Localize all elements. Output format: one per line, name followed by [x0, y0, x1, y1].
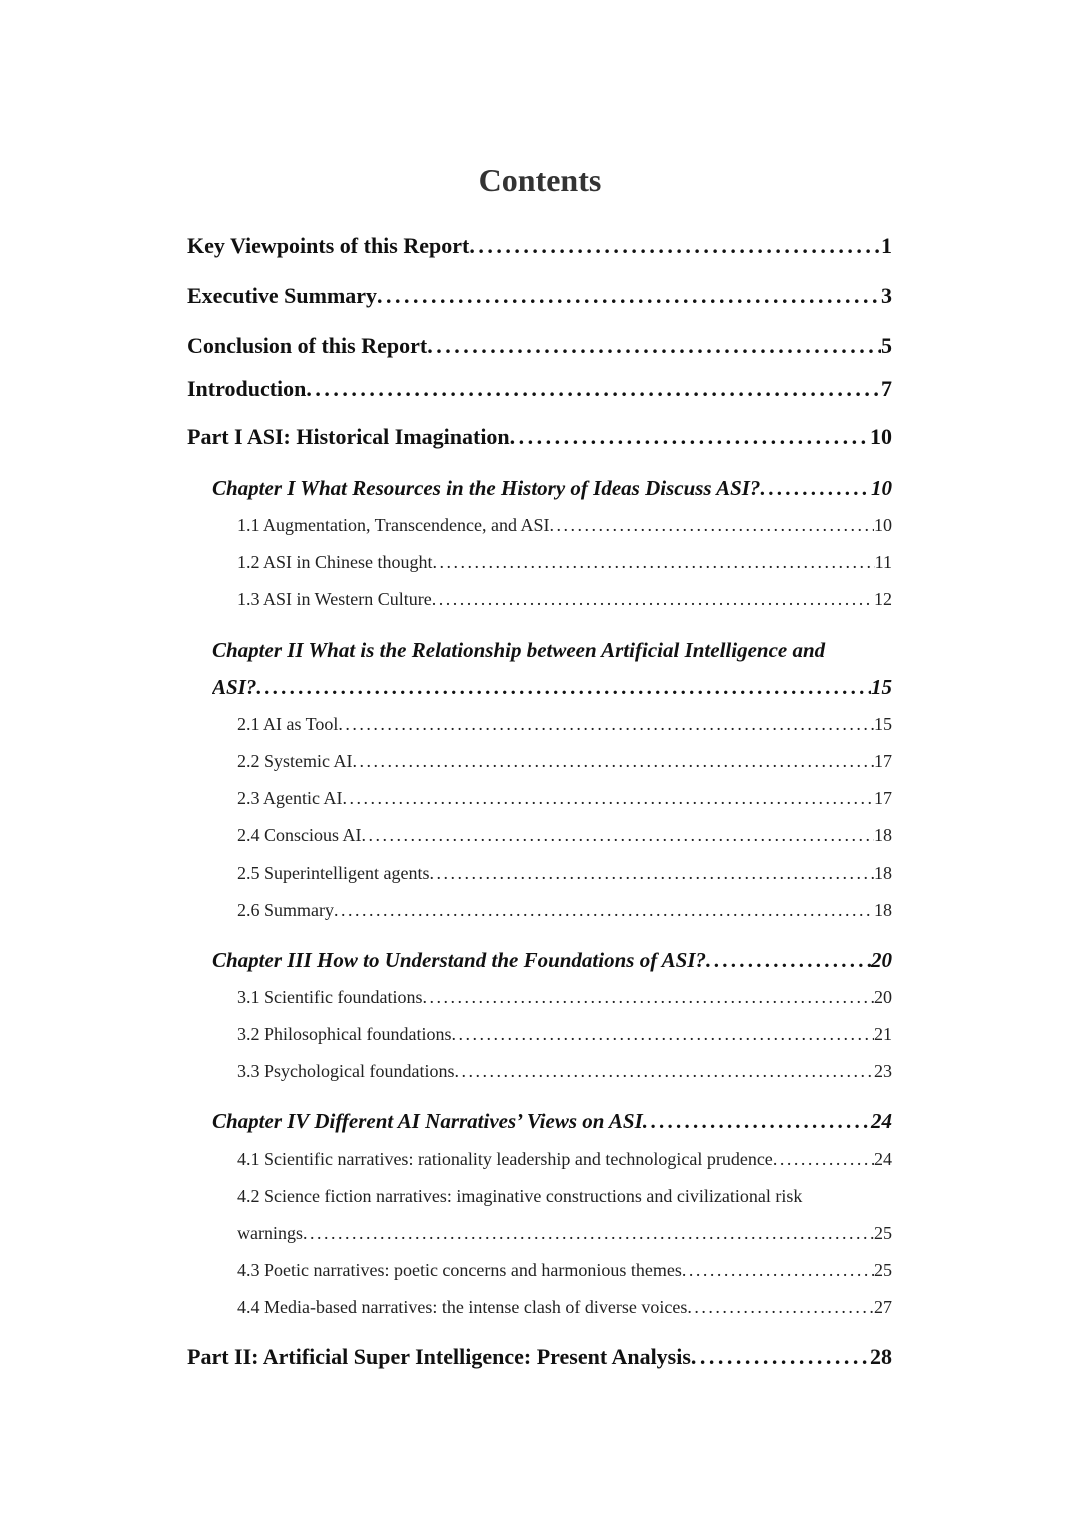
toc-entry-section-1-3[interactable] — [237, 589, 892, 610]
dot-leader — [433, 552, 875, 573]
toc-label: 4.4 Media-based narratives: the intense clash of diverse voices — [237, 1297, 688, 1317]
dot-leader — [687, 1297, 874, 1318]
dot-leader — [469, 233, 881, 259]
toc-label: ASI? — [212, 675, 257, 699]
toc-page-number: 3 — [881, 283, 892, 308]
toc-label: 2.2 Systemic AI — [237, 751, 353, 771]
dot-leader — [256, 675, 871, 700]
toc-entry-chapter-4[interactable] — [212, 1109, 892, 1134]
toc-page-number: 15 — [874, 714, 892, 734]
dot-leader — [760, 476, 871, 501]
dot-leader — [706, 948, 871, 973]
toc-page-number: 18 — [874, 863, 892, 883]
dot-leader — [338, 714, 874, 735]
toc-label: Conclusion of this Report — [187, 333, 428, 358]
toc-label: Part I ASI: Historical Imagination — [187, 424, 510, 449]
toc-entry-section-2-5[interactable] — [237, 863, 892, 884]
dot-leader — [422, 987, 874, 1008]
dot-leader — [303, 1223, 874, 1244]
toc-entry-executive-summary[interactable] — [187, 283, 892, 309]
toc-entry-chapter-1[interactable] — [212, 476, 892, 501]
toc-page-number: 17 — [874, 788, 892, 808]
dot-leader — [454, 1061, 874, 1082]
dot-leader — [427, 333, 881, 359]
toc-entry-introduction[interactable] — [187, 376, 892, 402]
toc-entry-section-4-2[interactable] — [237, 1223, 892, 1244]
dot-leader — [377, 283, 881, 309]
toc-label: 3.1 Scientific foundations — [237, 987, 423, 1007]
toc-label: warnings — [237, 1223, 303, 1243]
toc-entry-section-4-3[interactable] — [237, 1260, 892, 1281]
dot-leader — [452, 1024, 875, 1045]
toc-page-number: 5 — [881, 333, 892, 358]
toc-label: 2.6 Summary — [237, 900, 334, 920]
toc-label: Introduction — [187, 376, 307, 401]
toc-label: 3.3 Psychological foundations — [237, 1061, 455, 1081]
toc-entry-section-4-1[interactable] — [237, 1149, 892, 1170]
toc-page-number: 11 — [874, 552, 892, 572]
toc-page-number: 1 — [881, 233, 892, 258]
toc-label: 1.3 ASI in Western Culture — [237, 589, 432, 609]
toc-page-number: 25 — [874, 1223, 892, 1243]
toc-label: Part II: Artificial Super Intelligence: Present Analysis — [187, 1344, 691, 1369]
toc-entry-section-4-4[interactable] — [237, 1297, 892, 1318]
toc-page-number: 7 — [881, 376, 892, 401]
toc-label: 2.3 Agentic AI — [237, 788, 343, 808]
toc-label: Chapter I What Resources in the History of Ideas Discuss ASI? — [212, 476, 761, 500]
toc-page-number: 20 — [874, 987, 892, 1007]
dot-leader — [510, 424, 870, 450]
toc-page-number: 10 — [871, 476, 892, 500]
toc-entry-chapter-2[interactable] — [212, 675, 892, 700]
toc-label: 3.2 Philosophical foundations — [237, 1024, 452, 1044]
toc-page-number: 27 — [874, 1297, 892, 1317]
toc-page-number: 10 — [870, 424, 892, 449]
toc-page-number: 15 — [871, 675, 892, 699]
toc-page-number: 21 — [874, 1024, 892, 1044]
toc-label: Chapter III How to Understand the Foundations of ASI? — [212, 948, 707, 972]
toc-label: 1.1 Augmentation, Transcendence, and ASI — [237, 515, 550, 535]
dot-leader — [429, 863, 874, 884]
toc-page-number: 20 — [871, 948, 892, 972]
toc-label: Key Viewpoints of this Report — [187, 233, 470, 258]
toc-label: 2.1 AI as Tool — [237, 714, 339, 734]
toc-page-number: 17 — [874, 751, 892, 771]
dot-leader — [643, 1109, 871, 1134]
toc-entry-section-2-4[interactable] — [237, 825, 892, 846]
toc-label: 4.1 Scientific narratives: rationality leadership and technological prudence — [237, 1149, 773, 1169]
toc-page-number: 24 — [874, 1149, 892, 1169]
dot-leader — [773, 1149, 874, 1170]
toc-entry-section-2-1[interactable] — [237, 714, 892, 735]
toc-page-number: 24 — [871, 1109, 892, 1133]
toc-page-number: 12 — [874, 589, 892, 609]
toc-entry-section-3-1[interactable] — [237, 987, 892, 1008]
toc-page-number: 18 — [874, 900, 892, 920]
toc-page-number: 28 — [870, 1344, 892, 1369]
toc-entry-part-1[interactable] — [187, 424, 892, 450]
toc-entry-conclusion[interactable] — [187, 333, 892, 359]
toc-entry-section-2-6[interactable] — [237, 900, 892, 921]
dot-leader — [682, 1260, 874, 1281]
toc-entry-section-2-3[interactable] — [237, 788, 892, 809]
toc-page-number: 25 — [874, 1260, 892, 1280]
toc-entry-part-2[interactable] — [187, 1344, 892, 1370]
dot-leader — [691, 1344, 870, 1370]
toc-entry-chapter-3[interactable] — [212, 948, 892, 973]
toc-entry-section-3-2[interactable] — [237, 1024, 892, 1045]
toc-label: 1.2 ASI in Chinese thought — [237, 552, 433, 572]
dot-leader — [306, 376, 881, 402]
toc-entry-section-2-2[interactable] — [237, 751, 892, 772]
toc-entry-section-1-2[interactable] — [237, 552, 892, 573]
dot-leader — [362, 825, 874, 846]
toc-section-4-2-line-1[interactable]: 4.2 Science fiction narratives: imaginative constructions and civilizational risk — [237, 1186, 803, 1206]
page-title: Contents — [478, 162, 602, 198]
dot-leader — [432, 589, 874, 610]
dot-leader — [353, 751, 875, 772]
toc-page-number: 23 — [874, 1061, 892, 1081]
toc-label: Chapter IV Different AI Narratives’ Views on ASI — [212, 1109, 643, 1133]
toc-label: Executive Summary — [187, 283, 378, 308]
dot-leader — [343, 788, 875, 809]
toc-page-number: 18 — [874, 825, 892, 845]
dot-leader — [334, 900, 874, 921]
toc-entry-key-viewpoints[interactable] — [187, 233, 892, 259]
toc-entry-section-3-3[interactable] — [237, 1061, 892, 1082]
toc-chapter-2-line-1[interactable]: Chapter II What is the Relationship between Artificial Intelligence and — [212, 638, 826, 662]
dot-leader — [549, 515, 874, 536]
toc-page-number: 10 — [874, 515, 892, 535]
toc-entry-section-1-1[interactable] — [237, 515, 892, 536]
toc-label: 2.5 Superintelligent agents — [237, 863, 430, 883]
toc-label: 4.3 Poetic narratives: poetic concerns and harmonious themes — [237, 1260, 682, 1280]
toc-label: 2.4 Conscious AI — [237, 825, 362, 845]
